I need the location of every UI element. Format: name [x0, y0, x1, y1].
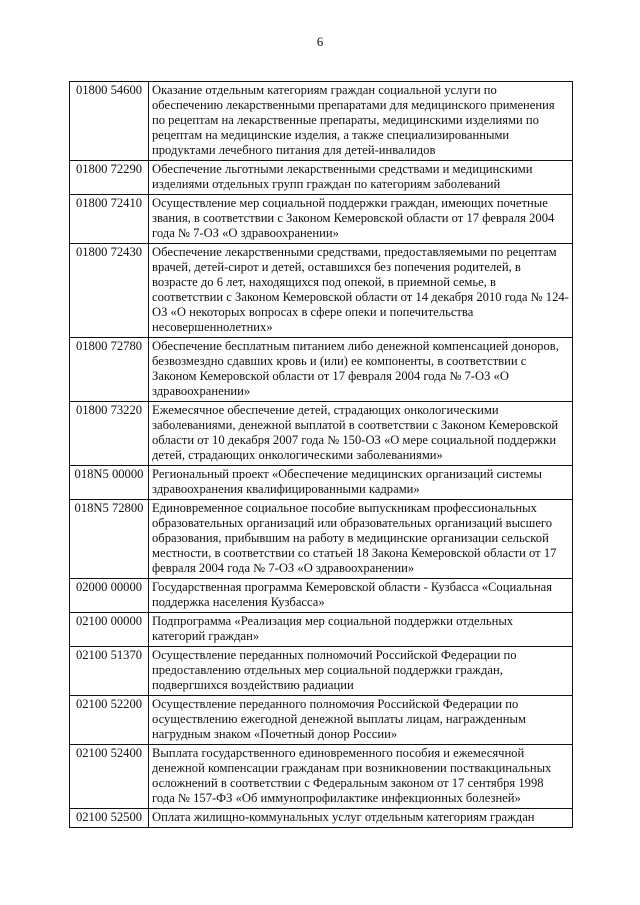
target-article-description: Оплата жилищно-коммунальных услуг отдельным категориям граждан — [149, 809, 573, 828]
target-article-description: Осуществление переданных полномочий Российской Федерации по предоставлению отдельных мер социальной поддержки граждан, подвергшихся воздействию радиации — [149, 647, 573, 696]
table-row — [70, 466, 573, 500]
table-row — [70, 195, 573, 244]
page-number: 6 — [316, 34, 324, 49]
target-article-code: 01800 73220 — [70, 402, 149, 466]
table-row — [70, 161, 573, 195]
table-row — [70, 745, 573, 809]
target-article-code: 018N5 00000 — [70, 466, 149, 500]
target-article-description: Выплата государственного единовременного пособия и ежемесячной денежной компенсации гражданам при возникновении поствакцинальных осложнений в соответствии с Федеральным законом от 17 сентября 1998 года № 157-ФЗ «Об иммунопрофилактике инфекционных болезней» — [149, 745, 573, 809]
target-article-description: Осуществление переданного полномочия Российской Федерации по осуществлению ежегодной денежной выплаты лицам, награжденным нагрудным знаком «Почетный донор России» — [149, 696, 573, 745]
target-article-description: Обеспечение лекарственными средствами, предоставляемыми по рецептам врачей, детей-сирот и детей, оставшихся без попечения родителей, в возрасте до 6 лет, находящихся под опекой, в приемной семье, в соответствии с Законом Кемеровской области от 14 декабря 2010 года № 124-ОЗ «О некоторых вопросах в сфере опеки и попечительства несовершеннолетних» — [149, 244, 573, 338]
table-row — [70, 402, 573, 466]
target-article-code: 02100 52500 — [70, 809, 149, 828]
table-row — [70, 244, 573, 338]
target-article-description: Подпрограмма «Реализация мер социальной поддержки отдельных категорий граждан» — [149, 613, 573, 647]
target-article-code: 02100 52200 — [70, 696, 149, 745]
table-row — [70, 613, 573, 647]
table-row — [70, 338, 573, 402]
target-article-description: Единовременное социальное пособие выпускникам профессиональных образовательных организаций или образовательных организаций высшего образования, прибывшим на работу в медицинские организации сельской местности, в соответствии со статьей 18 Закона Кемеровской области от 17 февраля 2004 года № 7-ОЗ «О здравоохранении» — [149, 500, 573, 579]
target-article-code: 02100 51370 — [70, 647, 149, 696]
target-article-code: 01800 72780 — [70, 338, 149, 402]
budget-classification-table — [69, 81, 573, 828]
target-article-code: 02000 00000 — [70, 579, 149, 613]
table-row — [70, 696, 573, 745]
target-article-code: 02100 00000 — [70, 613, 149, 647]
target-article-description: Обеспечение льготными лекарственными средствами и медицинскими изделиями отдельных групп граждан по категориям заболеваний — [149, 161, 573, 195]
target-article-description: Ежемесячное обеспечение детей, страдающих онкологическими заболеваниями, денежной выплатой в соответствии с Законом Кемеровской области от 10 декабря 2007 года № 150-ОЗ «О мере социальной поддержки детей, страдающих онкологическими заболеваниями» — [149, 402, 573, 466]
target-article-code: 01800 72430 — [70, 244, 149, 338]
target-article-code: 01800 72410 — [70, 195, 149, 244]
target-article-code: 01800 54600 — [70, 82, 149, 161]
target-article-description: Оказание отдельным категориям граждан социальной услуги по обеспечению лекарственными препаратами для медицинского применения по рецептам на лекарственные препараты, медицинскими изделиями по рецептам на медицинские изделия, а также специализированными продуктами лечебного питания для детей-инвалидов — [149, 82, 573, 161]
target-article-description: Региональный проект «Обеспечение медицинских организаций системы здравоохранения квалифицированными кадрами» — [149, 466, 573, 500]
table-row — [70, 579, 573, 613]
target-article-description: Осуществление мер социальной поддержки граждан, имеющих почетные звания, в соответствии с Законом Кемеровской области от 17 февраля 2004 года № 7-ОЗ «О здравоохранении» — [149, 195, 573, 244]
target-article-code: 01800 72290 — [70, 161, 149, 195]
target-article-code: 02100 52400 — [70, 745, 149, 809]
table-row — [70, 82, 573, 161]
target-article-description: Государственная программа Кемеровской области - Кузбасса «Социальная поддержка населения Кузбасса» — [149, 579, 573, 613]
table-row — [70, 647, 573, 696]
target-article-code: 018N5 72800 — [70, 500, 149, 579]
table-row — [70, 809, 573, 828]
target-article-description: Обеспечение бесплатным питанием либо денежной компенсацией доноров, безвозмездно сдавших кровь и (или) ее компоненты, в соответствии с Законом Кемеровской области от 17 февраля 2004 года № 7-ОЗ «О здравоохранении» — [149, 338, 573, 402]
table-row — [70, 500, 573, 579]
